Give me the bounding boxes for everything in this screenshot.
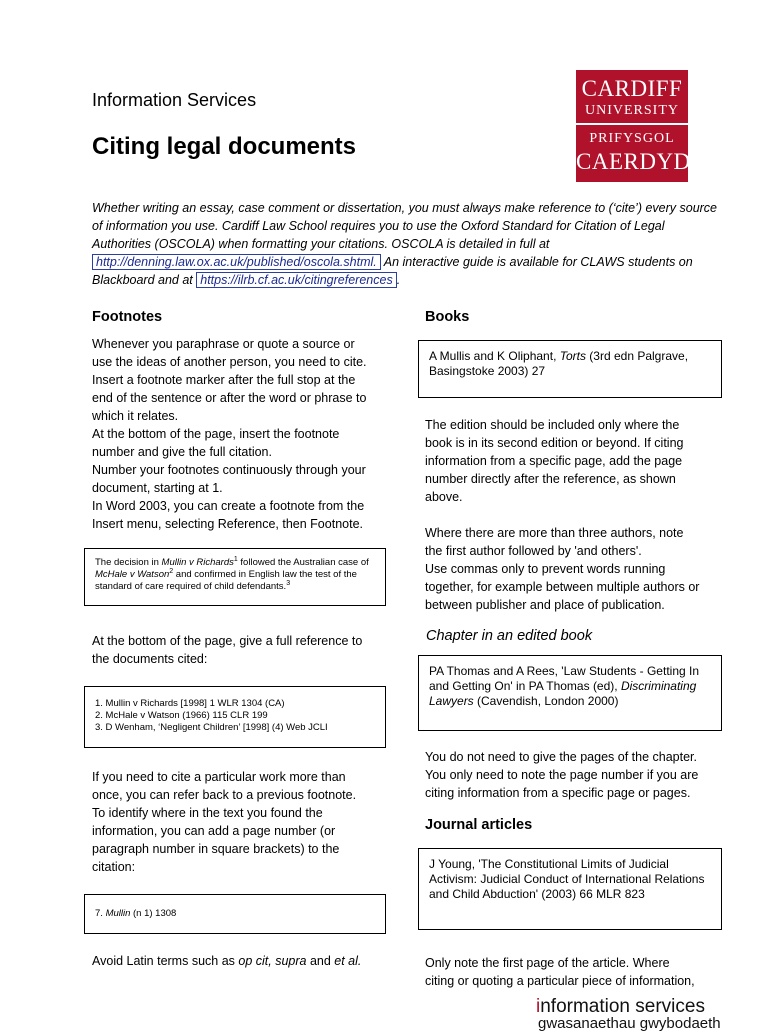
- books-heading: Books: [425, 309, 470, 325]
- text-line: Whenever you paraphrase or quote a source or: [92, 337, 355, 351]
- logo-divider: [576, 123, 688, 125]
- text-line: citing information from a specific page or pages.: [425, 786, 691, 800]
- text-line: citation:: [92, 860, 136, 874]
- footnote-number: 7.: [95, 908, 106, 919]
- full-reference-instruction: [92, 632, 392, 668]
- example-text: (3rd edn Palgrave, Basingstoke 2003) 27: [429, 349, 689, 378]
- department-name: Information Services: [92, 90, 257, 110]
- text-line: Insert menu, selecting Reference, then Footnote.: [92, 517, 363, 531]
- chapter-heading: Chapter in an edited book: [426, 628, 593, 644]
- example-text: and confirmed in English law the test of the standard of care required of child defendants.: [95, 569, 357, 592]
- text-line: If you need to cite a particular work more than: [92, 770, 346, 784]
- note-text: and: [306, 954, 335, 968]
- repeat-citation-box: [84, 894, 386, 934]
- text-line: Use commas only to prevent words running: [425, 562, 666, 576]
- text-line: Where there are more than three authors, note: [425, 526, 684, 540]
- text-line: once, you can refer back to a previous footnote.: [92, 788, 357, 802]
- text-line: book is in its second edition or beyond. If citing: [425, 436, 684, 450]
- books-edition-note: [425, 416, 735, 506]
- example-text: The decision in: [95, 557, 162, 568]
- chapter-example-box: [418, 655, 722, 731]
- text-line: the documents cited:: [92, 652, 208, 666]
- oscola-link[interactable]: http://denning.law.ox.ac.uk/published/oscola.shtml.: [92, 254, 381, 270]
- brand-accent-letter: i: [536, 996, 541, 1017]
- text-line: You only need to note the page number if you are: [425, 768, 699, 782]
- footnote-marker: 2: [169, 567, 174, 575]
- text-line: number directly after the reference, as shown: [425, 472, 676, 486]
- citing-references-link[interactable]: https://ilrb.cf.ac.uk/citingreferences: [196, 272, 396, 288]
- text-line: You do not need to give the pages of the chapter.: [425, 750, 697, 764]
- text-line: between publisher and place of publication.: [425, 598, 665, 612]
- text-line: above.: [425, 490, 463, 504]
- intro-text-1: Whether writing an essay, case comment or dissertation, you must always make reference to (‘cite’) every source of information you use. Cardiff Law School requires you to use the Oxford Standard for Citation of Legal Authorities (OSCOLA) when formatting your citations. OSCOLA is detailed in full at: [92, 201, 718, 251]
- latin-terms: op cit, supra: [238, 954, 307, 968]
- logo-line-caerdydd: CAERDYD: [576, 149, 691, 174]
- book-title: Discriminating Lawyers: [429, 679, 697, 708]
- latin-term: et al.: [334, 954, 362, 968]
- text-line: information from a specific page, add the page: [425, 454, 683, 468]
- text-line: use the ideas of another person, you need to cite.: [92, 355, 367, 369]
- books-authors-note: [425, 524, 735, 614]
- case-name: Mullin v Richards: [161, 557, 234, 568]
- footnotes-instructions: [92, 335, 392, 533]
- cardiff-university-logo: [576, 70, 691, 182]
- example-text: (n 1) 1308: [130, 908, 177, 919]
- book-example-box: [418, 340, 722, 398]
- page-title: Citing legal documents: [92, 133, 357, 160]
- text-line: end of the sentence or after the word or phrase to: [92, 391, 367, 405]
- example-text: A Mullis and K Oliphant,: [429, 349, 560, 363]
- intro-text-3: .: [396, 273, 401, 287]
- journal-example-box: J Young, 'The Constitutional Limits of Judicial Activism: Judicial Conduct of International Relations and Child Abduction' (2003) 66 MLR 823: [418, 848, 722, 930]
- example-text: PA Thomas and A Rees, 'Law Students - Getting In and Getting On' in PA Thomas (ed),: [429, 664, 700, 693]
- intro-paragraph: [92, 199, 722, 289]
- footnote-example-box: [84, 548, 386, 606]
- text-line: number and give the full citation.: [92, 445, 272, 459]
- text-line: At the bottom of the page, insert the footnote: [92, 427, 340, 441]
- book-title: Torts: [559, 349, 586, 363]
- chapter-note: [425, 748, 735, 802]
- intro-text-2: An interactive guide is available for CLAWS students on Blackboard and at: [92, 255, 693, 287]
- repeat-citation-instructions: [92, 768, 392, 876]
- case-name: Mullin: [105, 908, 131, 919]
- text-line: paragraph number in square brackets) to the: [92, 842, 340, 856]
- footnote-marker: 3: [286, 579, 291, 587]
- logo-line-prifysgol: PRIFYSGOL: [589, 131, 675, 146]
- reference-list-box: [84, 686, 386, 748]
- text-line: In Word 2003, you can create a footnote from the: [92, 499, 365, 513]
- reference-item: 3. D Wenham, ‘Negligent Children’ [1998] (4) Web JCLI: [95, 722, 328, 733]
- text-line: which it relates.: [92, 409, 179, 423]
- journal-heading: Journal articles: [425, 817, 533, 833]
- logo-line-university: UNIVERSITY: [585, 103, 679, 118]
- text-line: Number your footnotes continuously through your: [92, 463, 366, 477]
- text-line: the first author followed by 'and others'.: [425, 544, 642, 558]
- note-text: Avoid Latin terms such as: [92, 954, 239, 968]
- welsh-brand-text: gwasanaethau gwybodaeth: [538, 1015, 721, 1032]
- footnote-marker: 1: [233, 555, 238, 563]
- text-line: Insert a footnote marker after the full stop at the: [92, 373, 356, 387]
- footnotes-heading: Footnotes: [92, 309, 163, 325]
- reference-item: 1. Mullin v Richards [1998] 1 WLR 1304 (CA): [95, 698, 285, 709]
- reference-item: 2. McHale v Watson (1966) 115 CLR 199: [95, 710, 268, 721]
- brand-text: nformation services: [540, 996, 705, 1017]
- text-line: At the bottom of the page, give a full reference to: [92, 634, 363, 648]
- text-line: Only note the first page of the article. Where: [425, 956, 670, 970]
- text-line: document, starting at 1.: [92, 481, 223, 495]
- text-line: The edition should be included only where the: [425, 418, 680, 432]
- text-line: citing or quoting a particular piece of information,: [425, 974, 695, 988]
- logo-line-cardiff: CARDIFF: [581, 76, 683, 101]
- example-text: (Cavendish, London 2000): [473, 694, 619, 708]
- example-text: followed the Australian case of: [237, 557, 369, 568]
- case-name: McHale v Watson: [95, 569, 170, 580]
- text-line: together, for example between multiple authors or: [425, 580, 700, 594]
- text-line: To identify where in the text you found the: [92, 806, 323, 820]
- journal-note: [425, 954, 735, 990]
- text-line: information, you can add a page number (or: [92, 824, 336, 838]
- latin-terms-note: [92, 952, 392, 970]
